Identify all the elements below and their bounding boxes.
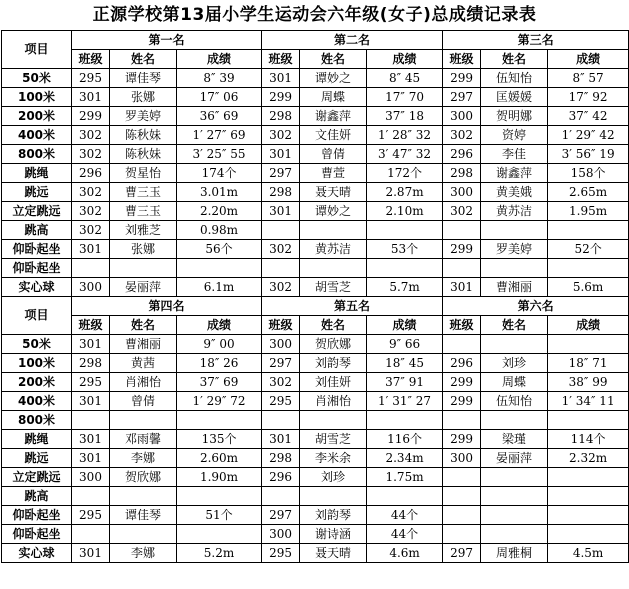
score-column-header: 成绩 [177,50,262,69]
score-cell: 17″ 92 [548,88,629,107]
score-cell: 52个 [548,240,629,259]
score-cell: 2.65m [548,183,629,202]
name-cell: 谭妙之 [300,69,367,88]
name-cell: 贺欣娜 [110,468,177,487]
class-cell: 300 [443,107,481,126]
class-cell: 301 [72,449,110,468]
class-cell: 300 [72,468,110,487]
name-cell: 刘佳妍 [300,373,367,392]
class-cell [443,411,481,430]
name-cell: 肖湘怡 [110,373,177,392]
event-name: 800米 [2,411,72,430]
class-cell [72,411,110,430]
table-row [2,430,629,449]
table-row [2,449,629,468]
class-column-header: 班级 [72,316,110,335]
name-cell [300,411,367,430]
score-cell: 8″ 45 [367,69,443,88]
score-cell: 37″ 42 [548,107,629,126]
name-cell [481,506,548,525]
score-cell: 1.75m [367,468,443,487]
class-cell: 295 [72,69,110,88]
name-column-header: 姓名 [481,50,548,69]
name-cell: 罗美婷 [110,107,177,126]
class-cell: 302 [262,278,300,297]
score-cell: 18″ 71 [548,354,629,373]
class-cell: 301 [72,544,110,563]
score-column-header: 成绩 [367,316,443,335]
score-cell: 38″ 99 [548,373,629,392]
score-cell: 3′ 56″ 19 [548,145,629,164]
name-cell: 周蝶 [300,88,367,107]
class-cell: 300 [443,183,481,202]
class-cell: 302 [262,126,300,145]
class-cell: 298 [262,183,300,202]
class-cell: 302 [443,202,481,221]
event-name: 50米 [2,69,72,88]
score-cell: 2.34m [367,449,443,468]
score-cell: 172个 [367,164,443,183]
score-cell: 9″ 00 [177,335,262,354]
class-cell: 302 [262,240,300,259]
name-cell: 匡媛媛 [481,88,548,107]
class-cell: 297 [262,354,300,373]
class-cell: 301 [72,240,110,259]
class-cell: 296 [262,468,300,487]
event-name: 仰卧起坐 [2,506,72,525]
score-cell: 8″ 39 [177,69,262,88]
table-row [2,69,629,88]
name-cell: 刘韵琴 [300,506,367,525]
score-cell: 4.6m [367,544,443,563]
name-column-header: 姓名 [300,316,367,335]
name-cell [300,221,367,240]
table-row [2,259,629,278]
score-cell: 18″ 45 [367,354,443,373]
name-cell: 贺明娜 [481,107,548,126]
score-column-header: 成绩 [548,316,629,335]
name-cell: 谭佳琴 [110,506,177,525]
score-cell: 37″ 91 [367,373,443,392]
event-name: 跳高 [2,487,72,506]
event-name: 200米 [2,107,72,126]
class-cell: 301 [72,392,110,411]
score-cell [177,525,262,544]
name-cell [481,411,548,430]
class-cell: 301 [262,430,300,449]
table-row [2,221,629,240]
name-cell: 伍知怡 [481,392,548,411]
name-cell [481,487,548,506]
table-row [2,506,629,525]
name-cell: 贺欣娜 [300,335,367,354]
class-cell: 302 [72,202,110,221]
score-cell [177,259,262,278]
class-cell: 295 [262,544,300,563]
event-name: 400米 [2,392,72,411]
score-cell: 114个 [548,430,629,449]
score-cell: 5.2m [177,544,262,563]
score-cell: 8″ 57 [548,69,629,88]
score-cell: 174个 [177,164,262,183]
class-cell: 302 [72,126,110,145]
place-header-row [2,297,629,316]
class-cell [262,259,300,278]
score-cell: 2.60m [177,449,262,468]
name-cell: 曹三玉 [110,202,177,221]
event-name: 50米 [2,335,72,354]
name-cell: 谭佳琴 [110,69,177,88]
name-cell: 周雅桐 [481,544,548,563]
class-cell: 300 [72,278,110,297]
score-cell: 1′ 28″ 32 [367,126,443,145]
place-header-row [2,31,629,50]
class-cell [262,487,300,506]
class-cell: 301 [72,430,110,449]
class-cell: 301 [443,278,481,297]
name-cell [481,525,548,544]
score-cell: 44个 [367,506,443,525]
class-cell [262,411,300,430]
name-column-header: 姓名 [110,316,177,335]
class-cell [72,487,110,506]
class-cell [443,259,481,278]
score-cell: 37″ 18 [367,107,443,126]
table-row [2,240,629,259]
class-cell: 296 [443,354,481,373]
score-cell [548,525,629,544]
name-cell: 刘雅芝 [110,221,177,240]
score-cell: 3.01m [177,183,262,202]
name-column-header: 姓名 [300,50,367,69]
place-header: 第三名 [443,31,629,50]
name-cell: 黄苏洁 [300,240,367,259]
name-cell: 胡雪芝 [300,278,367,297]
score-cell: 1′ 29″ 72 [177,392,262,411]
class-cell: 297 [443,544,481,563]
event-name: 仰卧起坐 [2,240,72,259]
event-name: 跳远 [2,449,72,468]
column-header-row [2,50,629,69]
class-cell: 299 [72,107,110,126]
class-cell: 295 [262,392,300,411]
name-cell: 李佳 [481,145,548,164]
name-cell: 黄苏洁 [481,202,548,221]
class-column-header: 班级 [262,50,300,69]
name-cell [110,487,177,506]
name-cell: 晏丽萍 [481,449,548,468]
table-row [2,525,629,544]
score-cell: 9″ 66 [367,335,443,354]
class-cell: 302 [72,221,110,240]
event-name: 800米 [2,145,72,164]
event-name: 跳高 [2,221,72,240]
class-cell: 297 [262,506,300,525]
table-row [2,164,629,183]
class-cell: 301 [72,335,110,354]
score-cell: 3′ 25″ 55 [177,145,262,164]
name-cell [481,468,548,487]
score-column-header: 成绩 [367,50,443,69]
score-cell [367,411,443,430]
name-cell [300,259,367,278]
class-cell: 301 [262,69,300,88]
event-name: 仰卧起坐 [2,259,72,278]
event-name: 200米 [2,373,72,392]
class-cell: 297 [443,88,481,107]
name-column-header: 姓名 [481,316,548,335]
event-name: 100米 [2,354,72,373]
score-cell: 135个 [177,430,262,449]
class-cell: 299 [262,88,300,107]
name-cell: 曹湘丽 [481,278,548,297]
name-cell: 邓雨馨 [110,430,177,449]
table-row [2,468,629,487]
name-cell: 李娜 [110,449,177,468]
class-cell: 299 [443,69,481,88]
table-row [2,373,629,392]
score-cell: 5.6m [548,278,629,297]
sheet-title: 正源学校第13届小学生运动会六年级(女子)总成绩记录表 [92,5,537,25]
name-cell: 刘珍 [481,354,548,373]
class-cell: 299 [443,392,481,411]
class-cell: 301 [262,202,300,221]
name-cell: 谭妙之 [300,202,367,221]
class-cell: 302 [262,373,300,392]
score-cell: 6.1m [177,278,262,297]
class-cell: 298 [262,449,300,468]
score-cell: 1′ 29″ 42 [548,126,629,145]
score-cell: 1.90m [177,468,262,487]
score-cell: 1′ 31″ 27 [367,392,443,411]
name-column-header: 姓名 [110,50,177,69]
class-cell [443,221,481,240]
score-cell: 1′ 34″ 11 [548,392,629,411]
class-column-header: 班级 [72,50,110,69]
results-table [1,30,629,563]
event-column-header: 项目 [2,297,72,335]
event-name: 仰卧起坐 [2,525,72,544]
score-cell [367,259,443,278]
name-cell: 张娜 [110,240,177,259]
table-row [2,202,629,221]
class-cell: 302 [72,145,110,164]
table-row [2,126,629,145]
score-cell: 158个 [548,164,629,183]
name-cell: 黄美娥 [481,183,548,202]
score-column-header: 成绩 [177,316,262,335]
event-name: 100米 [2,88,72,107]
place-header: 第二名 [262,31,443,50]
class-cell: 297 [262,164,300,183]
name-cell: 聂天晴 [300,183,367,202]
name-cell: 曹萱 [300,164,367,183]
class-cell [443,335,481,354]
event-column-header: 项目 [2,31,72,69]
score-cell [177,487,262,506]
column-header-row [2,316,629,335]
score-cell: 36″ 69 [177,107,262,126]
event-name: 立定跳远 [2,202,72,221]
table-row [2,183,629,202]
class-cell: 298 [262,107,300,126]
class-cell [443,525,481,544]
name-cell: 周蝶 [481,373,548,392]
name-cell: 李娜 [110,544,177,563]
place-header: 第五名 [262,297,443,316]
score-cell: 53个 [367,240,443,259]
class-column-header: 班级 [262,316,300,335]
name-cell [110,259,177,278]
table-row [2,411,629,430]
name-cell: 黄茜 [110,354,177,373]
name-cell: 曹三玉 [110,183,177,202]
table-row [2,278,629,297]
name-cell: 张娜 [110,88,177,107]
score-cell: 116个 [367,430,443,449]
class-cell: 300 [443,449,481,468]
table-row [2,335,629,354]
table-row [2,107,629,126]
name-cell [481,259,548,278]
place-header: 第一名 [72,31,262,50]
event-name: 400米 [2,126,72,145]
class-cell: 301 [262,145,300,164]
name-cell: 曾倩 [300,145,367,164]
class-cell: 302 [72,183,110,202]
score-cell [548,506,629,525]
class-cell [443,468,481,487]
class-cell: 302 [443,126,481,145]
class-cell: 298 [443,164,481,183]
name-cell: 聂天晴 [300,544,367,563]
table-row [2,487,629,506]
score-cell [548,468,629,487]
score-cell: 17″ 06 [177,88,262,107]
class-cell [262,221,300,240]
table-row [2,145,629,164]
table-row [2,354,629,373]
score-cell [367,487,443,506]
class-cell [443,487,481,506]
class-cell: 295 [72,506,110,525]
class-cell: 301 [72,88,110,107]
score-cell: 5.7m [367,278,443,297]
event-name: 跳绳 [2,430,72,449]
score-cell: 37″ 69 [177,373,262,392]
name-cell: 资婷 [481,126,548,145]
score-cell: 56个 [177,240,262,259]
score-cell [548,487,629,506]
class-cell: 296 [72,164,110,183]
name-cell [481,335,548,354]
name-cell: 谢鑫萍 [300,107,367,126]
name-cell: 伍知怡 [481,69,548,88]
place-header: 第六名 [443,297,629,316]
name-cell: 刘珍 [300,468,367,487]
score-cell [548,335,629,354]
class-cell: 300 [262,335,300,354]
table-row [2,544,629,563]
score-cell: 2.87m [367,183,443,202]
name-cell: 罗美婷 [481,240,548,259]
name-cell: 谢鑫萍 [481,164,548,183]
name-cell: 晏丽萍 [110,278,177,297]
name-cell: 谢诗涵 [300,525,367,544]
class-cell: 299 [443,430,481,449]
score-cell: 18″ 26 [177,354,262,373]
event-name: 跳绳 [2,164,72,183]
score-cell [548,259,629,278]
score-column-header: 成绩 [548,50,629,69]
score-cell: 4.5m [548,544,629,563]
class-cell: 295 [72,373,110,392]
event-name: 实心球 [2,544,72,563]
score-cell: 1.95m [548,202,629,221]
name-cell [481,221,548,240]
event-name: 实心球 [2,278,72,297]
name-cell [110,525,177,544]
score-cell: 2.20m [177,202,262,221]
name-cell: 李米余 [300,449,367,468]
name-cell: 贺星怡 [110,164,177,183]
class-cell [443,506,481,525]
score-cell: 0.98m [177,221,262,240]
name-cell: 胡雪芝 [300,430,367,449]
name-cell: 文佳妍 [300,126,367,145]
class-cell: 299 [443,240,481,259]
class-column-header: 班级 [443,316,481,335]
class-cell: 298 [72,354,110,373]
name-cell [110,411,177,430]
event-name: 立定跳远 [2,468,72,487]
score-cell: 51个 [177,506,262,525]
class-cell [72,525,110,544]
name-cell: 陈秋妹 [110,145,177,164]
score-cell [548,411,629,430]
class-column-header: 班级 [443,50,481,69]
name-cell: 陈秋妹 [110,126,177,145]
name-cell: 梁瑾 [481,430,548,449]
place-header: 第四名 [72,297,262,316]
name-cell: 曾倩 [110,392,177,411]
table-row [2,88,629,107]
score-cell [367,221,443,240]
name-cell: 肖湘怡 [300,392,367,411]
score-cell [177,411,262,430]
score-cell: 3′ 47″ 32 [367,145,443,164]
event-name: 跳远 [2,183,72,202]
name-cell: 刘韵琴 [300,354,367,373]
score-cell: 2.10m [367,202,443,221]
name-cell [300,487,367,506]
score-cell: 2.32m [548,449,629,468]
class-cell [72,259,110,278]
score-cell: 44个 [367,525,443,544]
class-cell: 296 [443,145,481,164]
score-cell: 1′ 27″ 69 [177,126,262,145]
table-row [2,392,629,411]
name-cell: 曹湘丽 [110,335,177,354]
score-cell [548,221,629,240]
class-cell: 299 [443,373,481,392]
score-cell: 17″ 70 [367,88,443,107]
class-cell: 300 [262,525,300,544]
